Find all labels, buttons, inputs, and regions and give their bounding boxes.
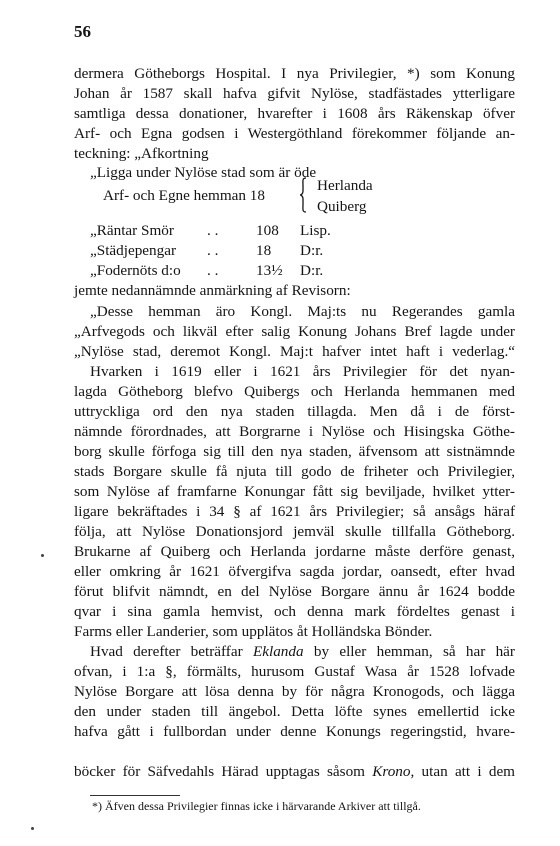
text-line: som Nylöse af framfarne Konungar fått sig beviljade, hvilket ytter-	[74, 483, 515, 500]
text-line: följa, att Nylöse Donationsjord jemväl skulle tillfalla Götheborg.	[74, 523, 515, 540]
text-line: hafva gått i fullbordan under denne Konungs regeringstid, hvare-	[74, 723, 515, 740]
text-line: nämnde förordnades, att Borgrarne i Nylöse och Hisingska Göthe-	[74, 423, 515, 440]
text-line: qvar i sina gamla hemvist, och denna mark fördeltes genast i	[74, 603, 515, 620]
text-line: den under staden till ängebol. Detta löfte synes emellertid icke	[74, 703, 515, 720]
brace-label-herlanda: Herlanda	[317, 177, 373, 194]
text-line: „Nylöse stad, deremot Kongl. Maj:t hafver intet haft i vederlag.“	[74, 343, 515, 360]
footnote: *) Äfven dessa Privilegier finnas icke i härvarande Arkiver att tillgå.	[92, 799, 421, 813]
table-row-hemman: Arf- och Egne hemman 18	[103, 187, 265, 204]
table-cell-unit: Lisp.	[300, 222, 331, 239]
footnote-rule	[90, 795, 180, 796]
page-number: 56	[74, 22, 91, 41]
table-cell-dots: . .	[207, 262, 219, 279]
paper-speck	[31, 827, 34, 830]
text-line: Johan år 1587 skall hafva gifvit Nylöse, stadfästades ytterligare	[74, 85, 515, 102]
text-line: samtliga dessa donationer, hvarefter i 1608 års Räkenskap öfver	[74, 105, 515, 122]
table-cell-dots: . .	[207, 242, 219, 259]
table-cell-dots: . .	[207, 222, 219, 239]
curly-brace-icon	[299, 177, 307, 213]
text-line: jemte nedannämnde anmärkning af Revisorn:	[74, 282, 351, 299]
table-cell-value: 13½	[256, 262, 283, 279]
text-line: uttryckliga ord den nya staden tillagda. Men då i de först-	[74, 403, 515, 420]
text-line: eller omkring år 1621 öfvergifva sagda jordar, oansedt, efter hvad	[74, 563, 515, 580]
text-line: dermera Götheborgs Hospital. I nya Privilegier, *) som Konung	[74, 65, 515, 82]
text-line: „Desse hemman äro Kongl. Maj:ts nu Regerandes gamla	[90, 303, 515, 320]
text-line: Brukarne af Quiberg och Herlanda jordarne måste derföre genast,	[74, 543, 515, 560]
text-line: Farms eller Landerier, som upplätos åt Holländska Bönder.	[74, 623, 433, 640]
text-line: lagda Götheborg blefvo Quibergs och Herlanda hemmanen med	[74, 383, 515, 400]
list-header: „Ligga under Nylöse stad som är öde	[90, 164, 317, 181]
text-line: ligare bekräftades i 34 § af 1621 års Privilegier; så ansågs häraf	[74, 503, 515, 520]
table-cell-unit: D:r.	[300, 242, 324, 259]
text-line: förut blifvit nämndt, en del Nylöse Borgare ännu år 1624 bodde	[74, 583, 515, 600]
text-line-krono: böcker för Säfvedahls Härad upptagas såsom Krono, utan att i dem	[74, 763, 515, 780]
text-line: teckning: „Afkortning	[74, 145, 209, 162]
table-cell-label: „Fodernöts d:o	[90, 262, 181, 279]
text-line: Arf- och Egna godsen i Westergöthland förekommer följande an-	[74, 125, 515, 142]
table-cell-value: 108	[256, 222, 279, 239]
table-cell-label: „Städjepengar	[90, 242, 177, 259]
text-line: „Arfvegods och likväl efter salig Konung Johans Bref lagde under	[74, 323, 515, 340]
brace-label-quiberg: Quiberg	[317, 198, 367, 215]
text-line: stads Borgare skulle få njuta till godo de friheter och Privilegier,	[74, 463, 515, 480]
table-cell-value: 18	[256, 242, 272, 259]
table-cell-label: „Räntar Smör	[90, 222, 174, 239]
text-line: ofvan, i 1:a §, förmälts, hurusom Gustaf Wasa år 1528 lofvade	[74, 663, 515, 680]
text-line: Nylöse Borgare att lösa denna by för några Kronogods, och lägga	[74, 683, 515, 700]
table-cell-unit: D:r.	[300, 262, 324, 279]
text-line: borg skulle förfoga sig till den nya staden, äfvensom att sistnämnde	[74, 443, 515, 460]
paper-speck	[41, 554, 44, 557]
paragraph-eklanda-first-line: Hvad derefter beträffar Eklanda by eller hemman, så har här	[90, 643, 515, 660]
text-line: Hvarken i 1619 eller i 1621 års Privilegier för det nyan-	[90, 363, 515, 380]
